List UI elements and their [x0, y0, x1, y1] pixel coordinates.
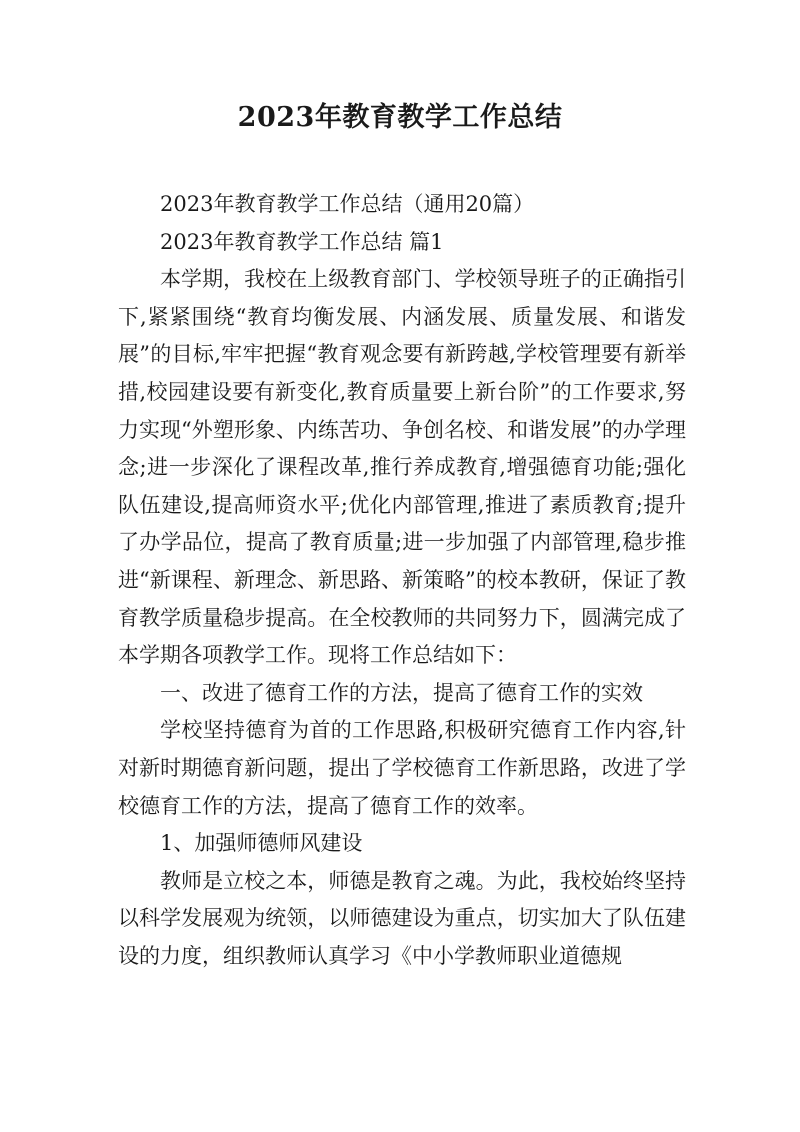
moral-education-paragraph: 学校坚持德育为首的工作思路,积极研究德育工作内容,针对新时期德育新问题，提出了学校德育工作新思路，改进了学校德育工作的方法，提高了德育工作的效率。: [118, 718, 686, 818]
intro-paragraph: 本学期，我校在上级教育部门、学校领导班子的正确指引下,紧紧围绕“教育均衡发展、内涵发展、质量发展、和谐发展”的目标,牢牢把握“教育观念要有新跨越,学校管理要有新举措,校园建设要有新变化,教育质量要上新台阶”的工作要求,努力实现“外塑形象、内练苦功、争创名校、和谐发展”的办学理念;进一步深化了课程改革,推行养成教育,增强德育功能;强化队伍建设,提高师资水平;优化内部管理,推进了素质教育;提升了办学品位，提高了教育质量;进一步加强了内部管理,稳步推进“新课程、新理念、新思路、新策略”的校本教研，保证了教育教学质量稳步提高。在全校教师的共同努力下，圆满完成了本学期各项教学工作。现将工作总结如下：: [118, 267, 686, 668]
document-title: 2023年教育教学工作总结: [237, 102, 563, 133]
document-body: [118, 186, 686, 975]
section-heading-part-1: 2023年教育教学工作总结 篇1: [160, 229, 444, 254]
section-heading-moral-education: 一、改进了德育工作的方法，提高了德育工作的实效: [160, 680, 643, 705]
document-subtitle: 2023年教育教学工作总结（通用20篇）: [160, 192, 535, 216]
teacher-ethics-paragraph: 教师是立校之本，师德是教育之魂。为此，我校始终坚持以科学发展观为统领，以师德建设为重点，切实加大了队伍建设的力度，组织教师认真学习《中小学教师职业道德规: [118, 868, 686, 968]
subsection-heading-teacher-ethics: 1、加强师德师风建设: [160, 831, 363, 856]
